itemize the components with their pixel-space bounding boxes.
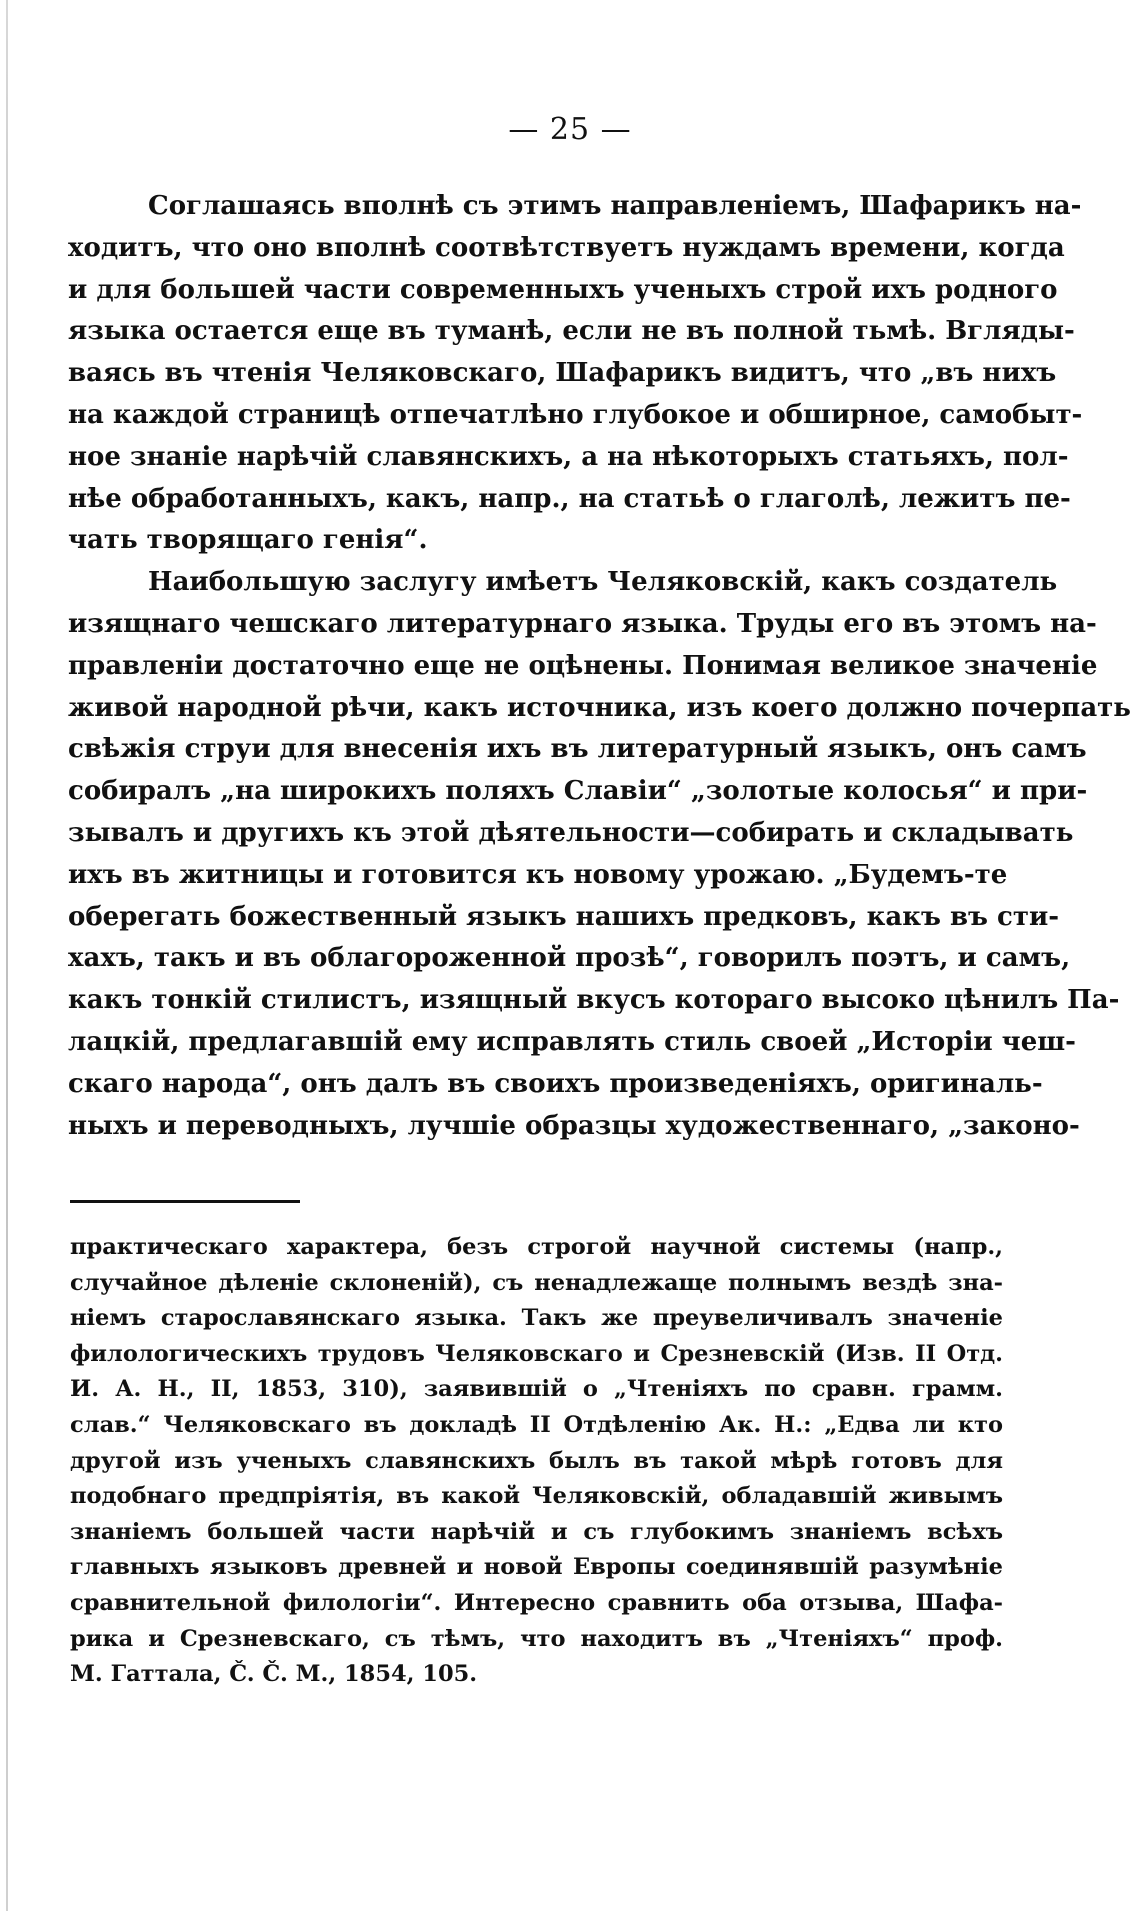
footnote-line: И. А. Н., II, 1853, 310), заявившій о „Чтеніяхъ по сравн. грамм. xyxy=(70,1376,1003,1403)
text-line: зывалъ и другихъ къ этой дѣятельности—собирать и складывать xyxy=(68,817,1074,848)
text-line: хахъ, такъ и въ облагороженной прозѣ“, говорилъ поэтъ, и самъ, xyxy=(68,943,1071,974)
footnote-line: случайное дѣленіе склоненій), съ ненадлежаще полнымъ вездѣ зна- xyxy=(70,1269,1003,1296)
scan-edge xyxy=(6,0,8,1911)
main-text xyxy=(68,186,1131,1147)
text-line: свѣжія струи для внесенія ихъ въ литературный языкъ, онъ самъ xyxy=(68,734,1087,765)
footnote-line: подобнаго предпріятія, въ какой Челяковскій, обладавшій живымъ xyxy=(70,1483,1003,1510)
text-line: собиралъ „на широкихъ поляхъ Славіи“ „золотые колосья“ и при- xyxy=(68,776,1088,807)
footnote xyxy=(70,1230,1003,1693)
text-line: на каждой страницѣ отпечатлѣно глубокое и обширное, самобыт- xyxy=(68,399,1083,430)
text-line: Соглашаясь вполнѣ съ этимъ направленіемъ, Шафарикъ на- xyxy=(148,191,1082,221)
text-line: ваясь въ чтенія Челяковскаго, Шафарикъ видитъ, что „въ нихъ xyxy=(68,358,1057,389)
footnote-line: филологическихъ трудовъ Челяковскаго и Срезневскій (Изв. II Отд. xyxy=(70,1340,1003,1367)
footnote-line: М. Гаттала, Č. Č. M., 1854, 105. xyxy=(70,1661,478,1688)
footnote-line: практическаго характера, безъ строгой научной системы (напр., xyxy=(70,1234,1003,1260)
footnote-line: знаніемъ большей части нарѣчій и съ глубокимъ знаніемъ всѣхъ xyxy=(70,1518,1003,1545)
text-line: ихъ въ житницы и готовится къ новому урожаю. „Будемъ-те xyxy=(68,859,1008,890)
footnote-line: сравнительной филологіи“. Интересно сравнить оба отзыва, Шафа- xyxy=(70,1589,1003,1616)
text-line: чать творящаго генія“. xyxy=(68,525,428,556)
text-line: скаго народа“, онъ далъ въ своихъ произведеніяхъ, оригиналь- xyxy=(68,1068,1043,1099)
text-line: ныхъ и переводныхъ, лучшіе образцы художественнаго, „законо- xyxy=(68,1110,1080,1141)
text-line: какъ тонкій стилистъ, изящный вкусъ котораго высоко цѣнилъ Па- xyxy=(68,985,1120,1016)
text-line: языка остается еще въ туманѣ, если не въ полной тьмѣ. Вгляды- xyxy=(68,316,1075,347)
text-line: правленіи достаточно еще не оцѣнены. Понимая великое значеніе xyxy=(68,650,1098,681)
text-line: оберегать божественный языкъ нашихъ предковъ, какъ въ сти- xyxy=(68,901,1060,932)
text-line: живой народной рѣчи, какъ источника, изъ коего должно почерпать xyxy=(68,692,1131,723)
footnote-line: ніемъ старославянскаго языка. Такъ же преувеличивалъ значеніе xyxy=(70,1305,1003,1332)
paragraph-1 xyxy=(68,186,1083,562)
text-line: нѣе обработанныхъ, какъ, напр., на статьѣ о глаголѣ, лежитъ пе- xyxy=(68,483,1071,514)
paragraph-2 xyxy=(68,562,1131,1147)
text-line: и для большей части современныхъ ученыхъ строй ихъ родного xyxy=(68,274,1058,305)
footnote-line: рика и Срезневскаго, съ тѣмъ, что находитъ въ „Чтеніяхъ“ проф. xyxy=(70,1625,1003,1652)
text-line: Наибольшую заслугу имѣетъ Челяковскій, какъ создатель xyxy=(148,567,1058,598)
text-line: лацкій, предлагавшій ему исправлять стиль своей „Исторіи чеш- xyxy=(68,1026,1076,1057)
footnote-separator xyxy=(70,1200,300,1203)
text-line: ное знаніе нарѣчій славянскихъ, а на нѣкоторыхъ статьяхъ, пол- xyxy=(68,441,1069,472)
text-line: ходитъ, что оно вполнѣ соотвѣтствуетъ нуждамъ времени, когда xyxy=(68,232,1065,263)
footnote-line: слав.“ Челяковскаго въ докладѣ II Отдѣленію Ак. Н.: „Едва ли кто xyxy=(70,1411,1003,1438)
page-number: — 25 — xyxy=(508,112,632,147)
footnote-line: главныхъ языковъ древней и новой Европы соединявшій разумѣніе xyxy=(70,1554,1003,1581)
text-line: изящнаго чешскаго литературнаго языка. Труды его въ этомъ на- xyxy=(68,608,1097,639)
footnote-line: другой изъ ученыхъ славянскихъ былъ въ такой мѣрѣ готовъ для xyxy=(70,1447,1003,1474)
